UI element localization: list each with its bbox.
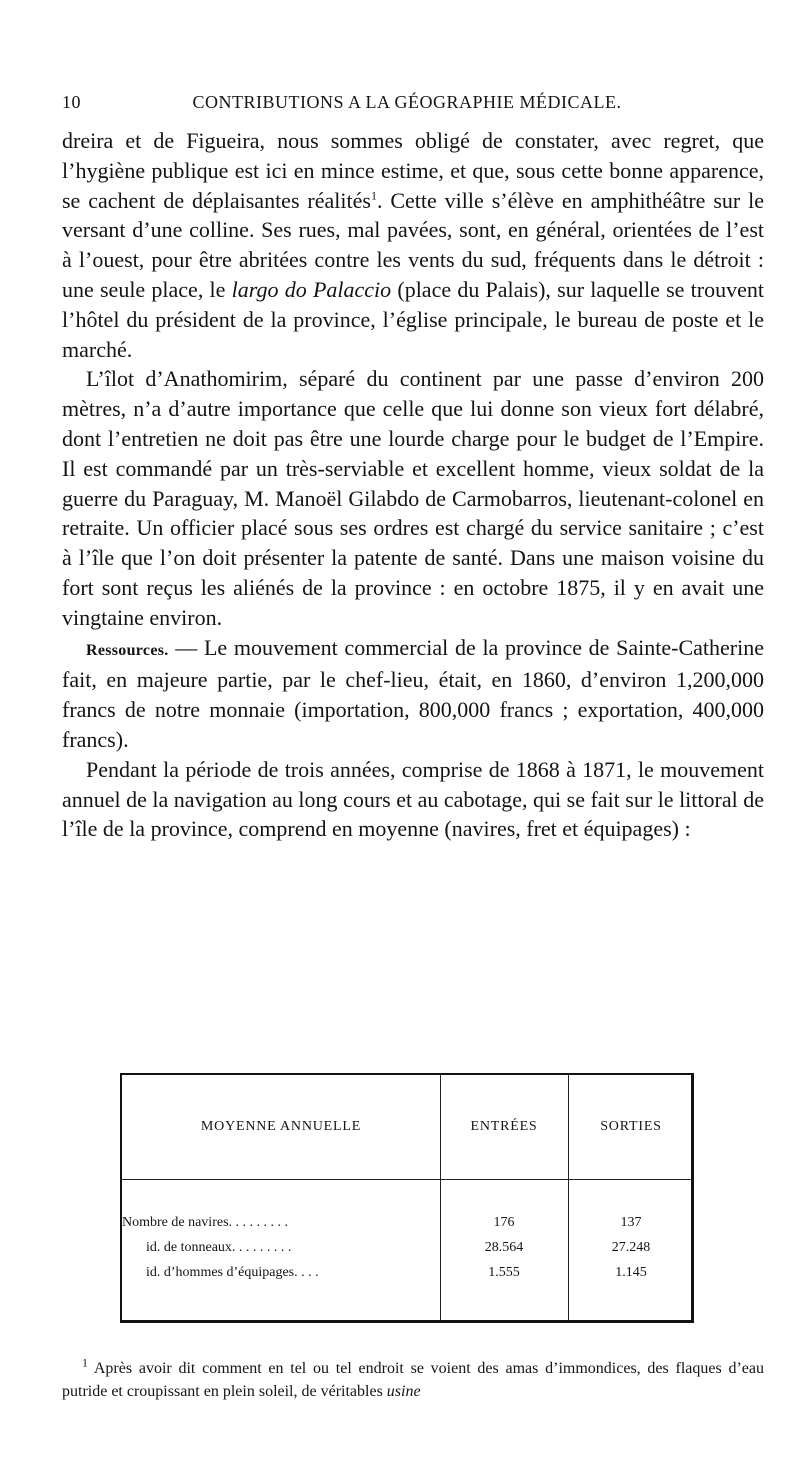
paragraph-4: Pendant la période de trois années, comprise de 1868 à 1871, le mouvement annuel de la navigation au long cours et au cabotage, qui se fait sur le littoral de l’île de la province, comprend en moyenne (navires, fret et équipages) : bbox=[62, 756, 764, 842]
section-lead-ressources: Ressources. bbox=[86, 641, 169, 659]
italic-place-name: largo do Palaccio bbox=[231, 276, 392, 302]
running-title: CONTRIBUTIONS A LA GÉOGRAPHIE MÉDICALE. bbox=[192, 92, 622, 112]
row-sorties: 137 bbox=[620, 1215, 642, 1230]
paragraph-3-text: — Le mouvement commercial de la province de Sainte-Catherine fait, en majeure partie, par le chef-lieu, était, en 1860, d’environ 1,200,000 francs de notre monnaie (importation, 800,000 francs ; exportation, 400,000 francs). bbox=[62, 634, 764, 752]
footnote-marker: 1 bbox=[82, 1355, 88, 1370]
paragraph-3 bbox=[62, 633, 764, 755]
paragraph-1-text: dreira et de Figueira, nous sommes obligé de constater, avec regret, que l’hygiène publique est ici en mince estime, et que, sous cette bonne apparence, se cachent de déplaisantes réalités bbox=[62, 128, 764, 213]
footnote-ref: 1 bbox=[370, 188, 377, 203]
table-row bbox=[122, 1215, 694, 1237]
row-label: id. de tonneaux. . . . . . . . . bbox=[146, 1240, 292, 1255]
paragraph-1 bbox=[62, 126, 764, 364]
footnote-text bbox=[62, 1357, 764, 1403]
row-entrees: 28.564 bbox=[484, 1240, 524, 1255]
footnote bbox=[62, 1357, 764, 1403]
paragraph-1-text-end: (place du Palais), sur laquelle se trouvent l’hôtel du président de la province, l’église principale, le bureau de poste et le marché. bbox=[62, 276, 764, 362]
table-row bbox=[122, 1265, 694, 1287]
table-row bbox=[122, 1240, 694, 1262]
table-header-sorties: SORTIES bbox=[600, 1119, 662, 1134]
navigation-table bbox=[120, 1073, 694, 1323]
main-text bbox=[62, 126, 764, 844]
footnote-body: Après avoir dit comment en tel ou tel endroit se voient des amas d’immondices, des flaques d’eau putride et croupissant en plein soleil, de véritables bbox=[62, 1360, 764, 1400]
paragraph-1-text-cont: . Cette ville s’élève en amphithéâtre sur le versant d’une colline. Ses rues, mal pavées, sont, en général, orientées de l’est à l’ouest, pour être abritées contre les vents du sud, fréquents dans le détroit : une seule place, le bbox=[62, 187, 764, 302]
table-header-moyenne: MOYENNE ANNUELLE bbox=[200, 1119, 362, 1134]
page-number: 10 bbox=[62, 92, 81, 112]
row-entrees: 1.555 bbox=[488, 1265, 520, 1280]
running-header bbox=[62, 92, 752, 118]
table-header-rule bbox=[122, 1179, 691, 1180]
row-label: Nombre de navires. . . . . . . . . bbox=[122, 1215, 289, 1230]
row-sorties: 1.145 bbox=[615, 1265, 647, 1280]
footnote-italic: usine bbox=[386, 1383, 421, 1400]
row-sorties: 27.248 bbox=[611, 1240, 651, 1255]
table-header-entrees: ENTRÉES bbox=[470, 1119, 538, 1134]
row-entrees: 176 bbox=[493, 1215, 515, 1230]
paragraph-2: L’îlot d’Anathomirim, séparé du continent par une passe d’environ 200 mètres, n’a d’autre importance que celle que lui donne son vieux fort délabré, dont l’entretien ne doit pas être une lourde charge pour le budget de l’Empire. Il est commandé par un très-serviable et excellent homme, vieux soldat de la guerre du Paraguay, M. Manoël Gilabdo de Carmobarros, lieutenant-colonel en retraite. Un officier placé sous ses ordres est chargé du service sanitaire ; c’est à l’île que l’on doit présenter la patente de santé. Dans une maison voisine du fort sont reçus les aliénés de la province : en octobre 1875, il y en avait une vingtaine environ. bbox=[62, 366, 764, 630]
row-label: id. d’hommes d’équipages. . . . bbox=[146, 1265, 319, 1280]
